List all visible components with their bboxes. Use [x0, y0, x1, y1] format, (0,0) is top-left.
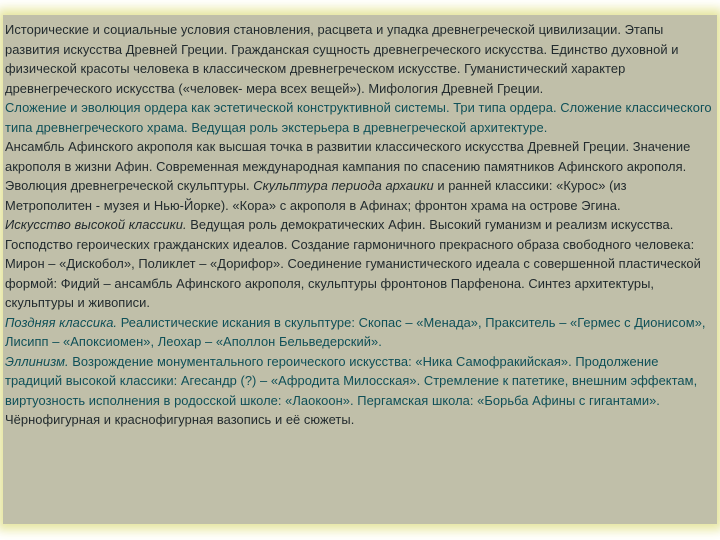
- paragraph-vase-painting: Чёрнофигурная и краснофигурная вазопись и её сюжеты.: [5, 412, 355, 427]
- archaic-period-heading: Скульптура периода архаики: [253, 178, 434, 193]
- high-classic-heading: Искусство высокой классики.: [5, 217, 187, 232]
- sculpture-evolution-text: Эволюция древнегреческой скульптуры.: [5, 178, 254, 193]
- paragraph-acropolis: Ансамбль Афинского акрополя как высшая точка в развитии классического искусства Древней Греции. Значение акрополя в жизни Афин. Современная международная кампания по спасению памятников Афинского акрополя.: [5, 139, 691, 174]
- paragraph-late-classic: [5, 313, 717, 352]
- archaic-details-text: и ранней классики: «Курос» (из Метрополитен - музея и Нью-Йорке). «Кора» с акрополя в Афинах; фронтон храма на острове Эгина.: [5, 178, 627, 213]
- late-classic-text: Реалистические искания в скульптуре: Скопас – «Менада», Пракситель – «Гермес с Дионисом», Лисипп – «Апоксиомен», Леохар – «Аполлон Бельведерский».: [5, 314, 706, 349]
- syllabus-text: [5, 20, 717, 430]
- paragraph-high-classic: [5, 215, 717, 313]
- hellenism-text: Возрождение монументального героического искусства: «Ника Самофракийская». Продолжение традиций высокой классики: Агесандр (?) – «Афродита Милосская». Стремление к патетике, внешним эффектам, виртуозность исполнения в родосской школе: «Лаокоон». Пергамская школа: «Борьба Афины с гигантами».: [5, 353, 698, 408]
- paragraph-hellenism: [5, 352, 717, 411]
- paragraph-intro: Исторические и социальные условия становления, расцвета и упадка древнегреческой цивилизации. Этапы развития искусства Древней Греции. Гражданская сущность древнегреческого искусства. Единство духовной и физической красоты человека в классическом древнегреческом искусстве. Гуманистический характер древнегреческого искусства («человек- мера всех вещей»). Мифология Древней Греции.: [5, 22, 679, 96]
- late-classic-heading: Поздняя классика.: [5, 314, 118, 330]
- paragraph-sculpture-archaic: [5, 176, 717, 215]
- high-classic-text: Ведущая роль демократических Афин. Высокий гуманизм и реализм искусства. Господство героических гражданских идеалов. Создание гармоничного прекрасного образа свободного человека: Мирон – «Дискобол», Поликлет – «Дорифор». Соединение гуманистического идеала с совершенной пластической формой: Фидий – ансамбль Афинского акрополя, скульптуры фронтонов Парфенона. Синтез архитектуры, скульптуры и живописи.: [5, 217, 701, 310]
- hellenism-heading: Эллинизм.: [5, 353, 69, 369]
- paragraph-order: Сложение и эволюция ордера как эстетической конструктивной системы. Три типа ордера. Сложение классического типа древнегреческого храма. Ведущая роль экстерьера в древнегреческой архитектуре.: [5, 100, 712, 135]
